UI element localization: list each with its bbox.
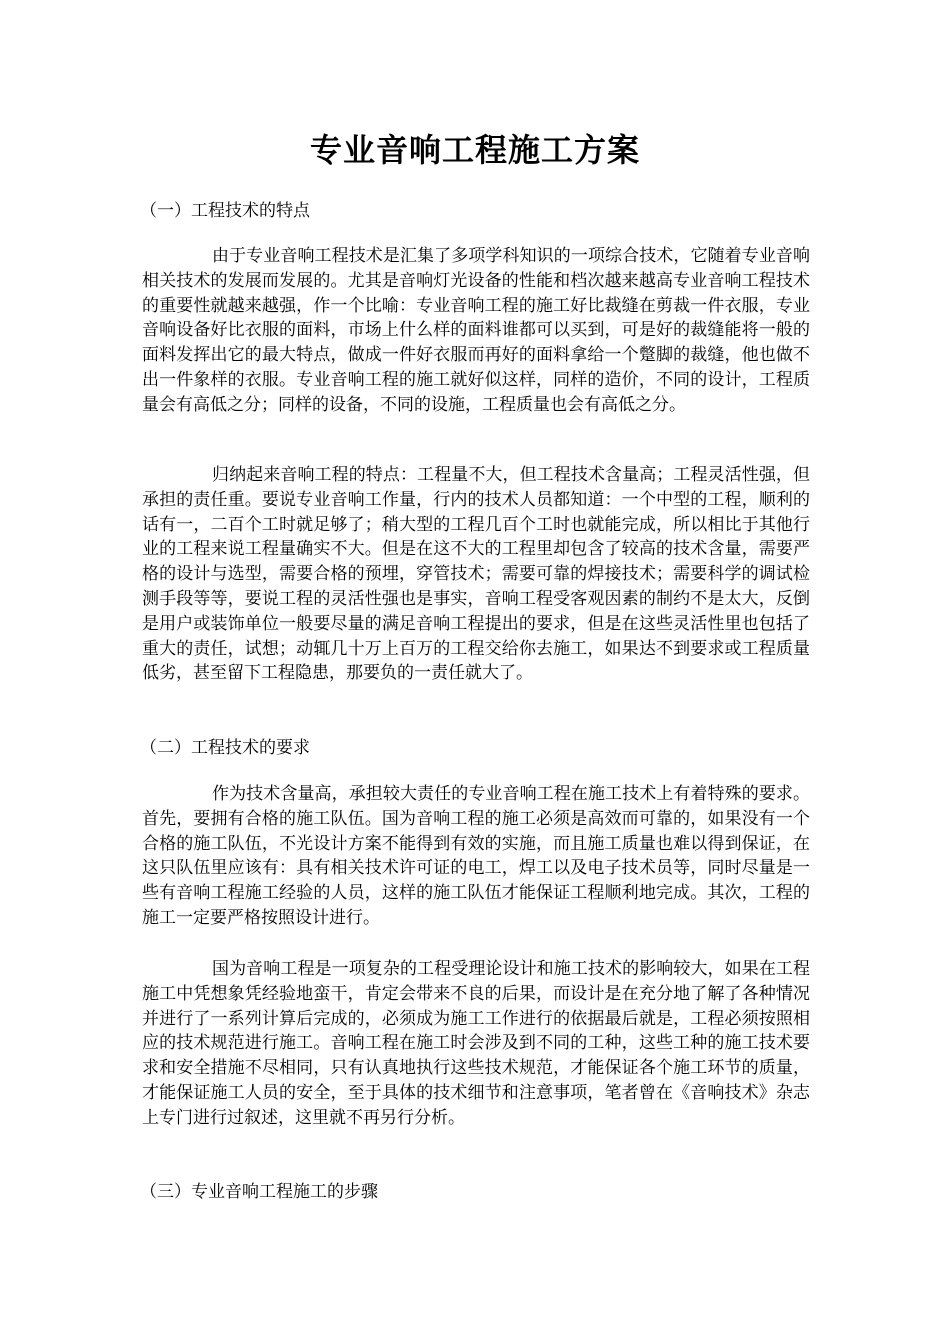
paragraph-4: 国为音响工程是一项复杂的工程受理论设计和施工技术的影响较大，如果在工程施工中凭想象凭经验地蛮干，肯定会带来不良的后果，而设计是在充分地了解了各种情况并进行了一系列计算后完成的，必须成为施工工作进行的依据最后就是，工程必须按照相应的技术规范进行施工。音响工程在施工时会涉及到不同的工种，这些工种的施工技术要求和安全措施不尽相同，只有认真地执行这些技术规范，才能保证各个施工环节的质量，才能保证施工人员的安全，至于具体的技术细节和注意事项，笔者曾在《音响技术》杂志上专门进行过叙述，这里就不再另行分析。 [142,959,810,1128]
section-heading-3: （三）专业音响工程施工的步骤 [140,1182,378,1202]
paragraph-1: 由于专业音响工程技术是汇集了多项学科知识的一项综合技术，它随着专业音响相关技术的发展而发展的。尤其是音响灯光设备的性能和档次越来越高专业音响工程技术的重要性就越来越强，作一个比喻：专业音响工程的施工好比裁缝在剪裁一件衣服，专业音响设备好比衣服的面料，市场上什么样的面料谁都可以买到，可是好的裁缝能将一般的面料发挥出它的最大特点，做成一件好衣服而再好的面料拿给一个蹩脚的裁缝，他也做不出一件象样的衣服。专业音响工程的施工就好似这样，同样的造价，不同的设计，工程质量会有高低之分；同样的设备，不同的设施，工程质量也会有高低之分。 [142,246,810,415]
section-heading-2: （二）工程技术的要求 [140,738,310,758]
document-title: 专业音响工程施工方案 [309,131,640,169]
paragraph-3: 作为技术含量高，承担较大责任的专业音响工程在施工技术上有着特殊的要求。首先，要拥有合格的施工队伍。国为音响工程的施工必须是高效而可靠的，如果没有一个合格的施工队伍，不光设计方案不能得到有效的实施，而且施工质量也难以得到保证，在这只队伍里应该有：具有相关技术许可证的电工，焊工以及电子技术员等，同时尽量是一些有音响工程施工经验的人员，这样的施工队伍才能保证工程顺利地完成。其次，工程的施工一定要严格按照设计进行。 [142,784,810,928]
paragraph-2: 归纳起来音响工程的特点：工程量不大，但工程技术含量高；工程灵活性强，但承担的责任重。要说专业音响工作量，行内的技术人员都知道：一个中型的工程，顺利的话有一，二百个工时就足够了；稍大型的工程几百个工时也就能完成，所以相比于其他行业的工程来说工程量确实不大。但是在这不大的工程里却包含了较高的技术含量，需要严格的设计与选型，需要合格的预埋，穿管技术；需要可靠的焊接技术；需要科学的调试检测手段等等，要说工程的灵活性强也是事实，音响工程受客观因素的制约不是太大，反倒是用户或装饰单位一般要尽量的满足音响工程提出的要求，但是在这些灵活性里也包括了重大的责任，试想；动辄几十万上百万的工程交给你去施工，如果达不到要求或工程质量低劣，甚至留下工程隐患，那要负的一责任就大了。 [142,465,810,684]
section-heading-1: （一）工程技术的特点 [140,201,310,221]
